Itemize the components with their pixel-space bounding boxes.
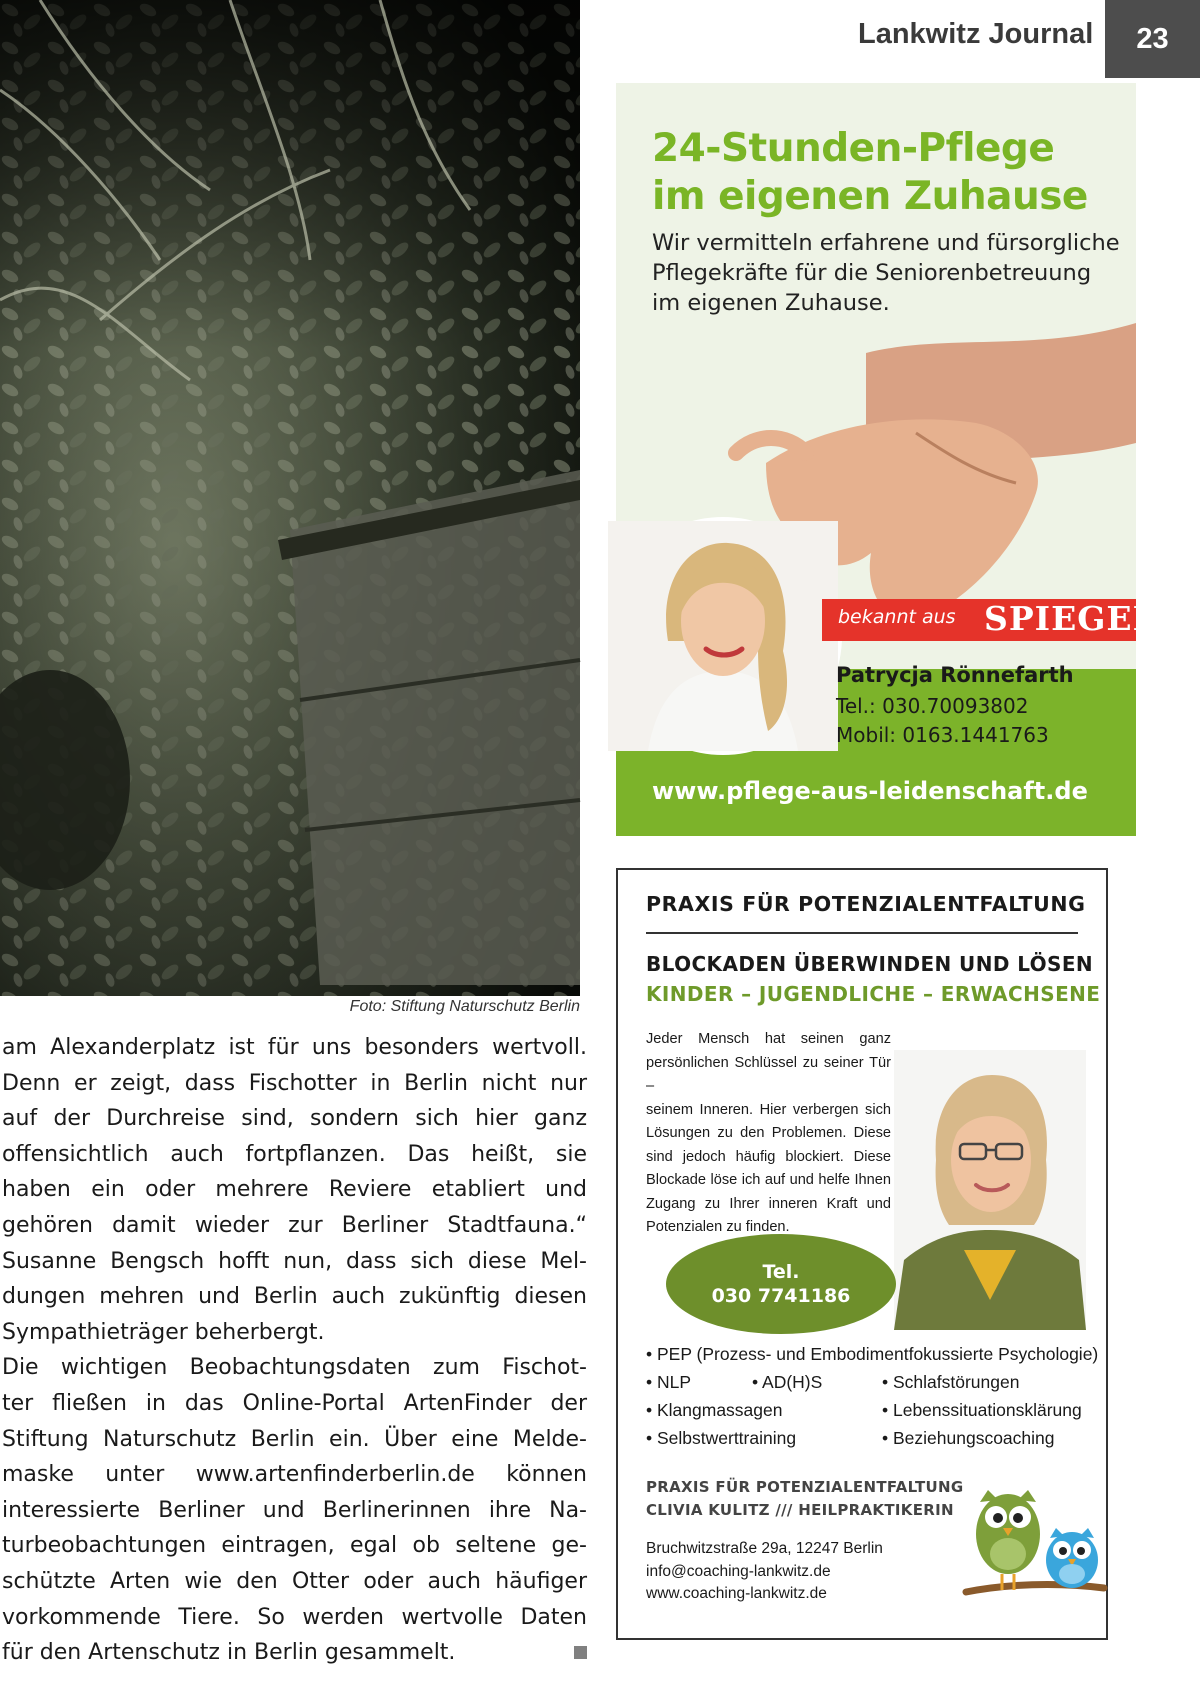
end-of-article-mark bbox=[574, 1646, 587, 1659]
article-line: Stiftung Naturschutz Berlin ein. Über eine Melde- bbox=[2, 1426, 587, 1452]
owls-icon bbox=[966, 1462, 1104, 1612]
service-row bbox=[646, 1424, 1106, 1452]
footer-line-2: CLIVIA KULITZ /// HEILPRAKTIKERIN bbox=[646, 1501, 954, 1519]
article-line: dungen mehren und Berlin auch zukünftig diesen bbox=[2, 1284, 587, 1310]
contact-tel: Tel.: 030.70093802 bbox=[836, 694, 1029, 718]
subline-2: Pflegekräfte für die Seniorenbetreuung bbox=[652, 260, 1092, 286]
praxis-web-link[interactable]: www.coaching-lankwitz.de bbox=[646, 1585, 827, 1602]
headline-line-2: im eigenen Zuhause bbox=[652, 174, 1088, 219]
otter-photo bbox=[0, 0, 580, 996]
body-line: sind jedoch häufig blockiert. Diese bbox=[646, 1148, 891, 1165]
service-item: • AD(H)S bbox=[752, 1372, 823, 1392]
body-line: persönlichen Schlüssel zu seiner Tür – bbox=[646, 1054, 891, 1094]
article-line: vorkommende Tiere. So werden wertvolle Daten bbox=[2, 1604, 587, 1630]
service-item: • PEP (Prozess- und Embodimentfokussierte Psychologie) bbox=[646, 1344, 1099, 1364]
article-line: gehören damit wieder zur Berliner Stadtfauna.“ bbox=[2, 1212, 587, 1238]
photo-credit: Foto: Stiftung Naturschutz Berlin bbox=[349, 998, 580, 1015]
article-line: auf der Durchreise sind, sondern sich hier ganz bbox=[2, 1106, 587, 1132]
article-line: haben ein oder mehrere Reviere etabliert und bbox=[2, 1177, 587, 1203]
article-line: für den Artenschutz in Berlin gesammelt. bbox=[2, 1640, 456, 1666]
body-line: Zugang zu Ihrer inneren Kraft und bbox=[646, 1195, 891, 1212]
service-item: • Klangmassagen bbox=[646, 1400, 783, 1420]
pflege-website-link[interactable]: www.pflege-aus-leidenschaft.de bbox=[652, 777, 1088, 805]
service-pair bbox=[646, 1368, 882, 1396]
body-line: Lösungen zu den Problemen. Diese bbox=[646, 1125, 891, 1141]
tel-number: 030 7741186 bbox=[711, 1285, 851, 1307]
bekannt-aus-label: bekannt aus bbox=[838, 606, 956, 628]
tel-label: Tel. bbox=[762, 1261, 800, 1283]
praxis-tel-badge[interactable] bbox=[666, 1234, 896, 1334]
service-row bbox=[646, 1368, 1106, 1396]
contact-name: Patrycja Rönnefarth bbox=[836, 663, 1074, 687]
subline-3: im eigenen Zuhause. bbox=[652, 290, 890, 316]
article-line: interessierte Berliner und Berlinerinnen ihre Na- bbox=[2, 1497, 587, 1523]
body-line: Potenzialen zu finden. bbox=[646, 1219, 790, 1235]
article-line: Susanne Bengsch hofft nun, dass sich diese Mel- bbox=[2, 1248, 587, 1274]
body-line: seinem Inneren. Hier verbergen sich bbox=[646, 1101, 891, 1118]
service-item: • Lebenssituationsklärung bbox=[882, 1400, 1082, 1420]
article-line: Die wichtigen Beobachtungsdaten zum Fischot- bbox=[2, 1355, 587, 1381]
page-number: 23 bbox=[1105, 0, 1200, 78]
praxis-footer bbox=[646, 1476, 963, 1522]
footer-line-1: PRAXIS FÜR POTENZIALENTFALTUNG bbox=[646, 1478, 964, 1496]
article-line: am Alexanderplatz ist für uns besonders wertvoll. bbox=[2, 1035, 587, 1060]
article-line: schützte Arten wie den Otter oder auch häufiger bbox=[2, 1568, 587, 1594]
ad-praxis bbox=[616, 868, 1108, 1640]
praxis-address: Bruchwitzstraße 29a, 12247 Berlin bbox=[646, 1540, 883, 1557]
article-line: offensichtlich auch fortpflanzen. Das heißt, sie bbox=[2, 1141, 587, 1167]
pflege-headline bbox=[652, 125, 1088, 221]
journal-title: Lankwitz Journal bbox=[858, 18, 1094, 50]
spiegel-logo: SPIEGEL bbox=[984, 599, 1157, 638]
subline-1: Wir vermitteln erfahrene und fürsorgliche bbox=[652, 230, 1120, 256]
praxis-title: PRAXIS FÜR POTENZIALENTFALTUNG bbox=[646, 892, 1086, 916]
pflege-subline bbox=[652, 228, 1120, 318]
practitioner-photo bbox=[894, 1050, 1086, 1330]
article-line: turbeobachtungen eintragen, egal ob seltene ge- bbox=[2, 1533, 587, 1559]
article-line: Denn er zeigt, dass Fischotter in Berlin nicht nur bbox=[2, 1070, 587, 1096]
praxis-subtitle: BLOCKADEN ÜBERWINDEN UND LÖSEN bbox=[646, 952, 1094, 976]
praxis-audience: KINDER – JUGENDLICHE – ERWACHSENE bbox=[646, 982, 1101, 1006]
article-last-line bbox=[2, 1635, 587, 1671]
praxis-body bbox=[646, 1028, 891, 1240]
ad-pflege bbox=[616, 83, 1157, 836]
body-line: Blockade löse ich auf und helfe Ihnen bbox=[646, 1172, 891, 1188]
service-row bbox=[646, 1396, 1106, 1424]
article-line: ter fließen in das Online-Portal ArtenFinder der bbox=[2, 1390, 587, 1416]
service-item: • Selbstwerttraining bbox=[646, 1428, 797, 1448]
praxis-email-link[interactable]: info@coaching-lankwitz.de bbox=[646, 1562, 831, 1580]
portrait-photo bbox=[608, 521, 838, 751]
service-item: • NLP bbox=[646, 1372, 692, 1392]
service-item: • Beziehungscoaching bbox=[882, 1428, 1055, 1448]
body-line: Jeder Mensch hat seinen ganz bbox=[646, 1031, 891, 1047]
praxis-contact bbox=[646, 1538, 883, 1606]
article-line: maske unter www.artenfinderberlin.de können bbox=[2, 1462, 587, 1488]
title-divider bbox=[646, 932, 1078, 934]
services-list bbox=[646, 1340, 1106, 1452]
article-text bbox=[2, 1030, 587, 1671]
contact-mobil: Mobil: 0163.1441763 bbox=[836, 723, 1049, 747]
service-item: • Schlafstörungen bbox=[882, 1372, 1020, 1392]
contact-phones bbox=[836, 692, 1049, 750]
headline-line-1: 24-Stunden-Pflege bbox=[652, 126, 1055, 171]
article-line: Sympathieträger beherbergt. bbox=[2, 1319, 325, 1345]
